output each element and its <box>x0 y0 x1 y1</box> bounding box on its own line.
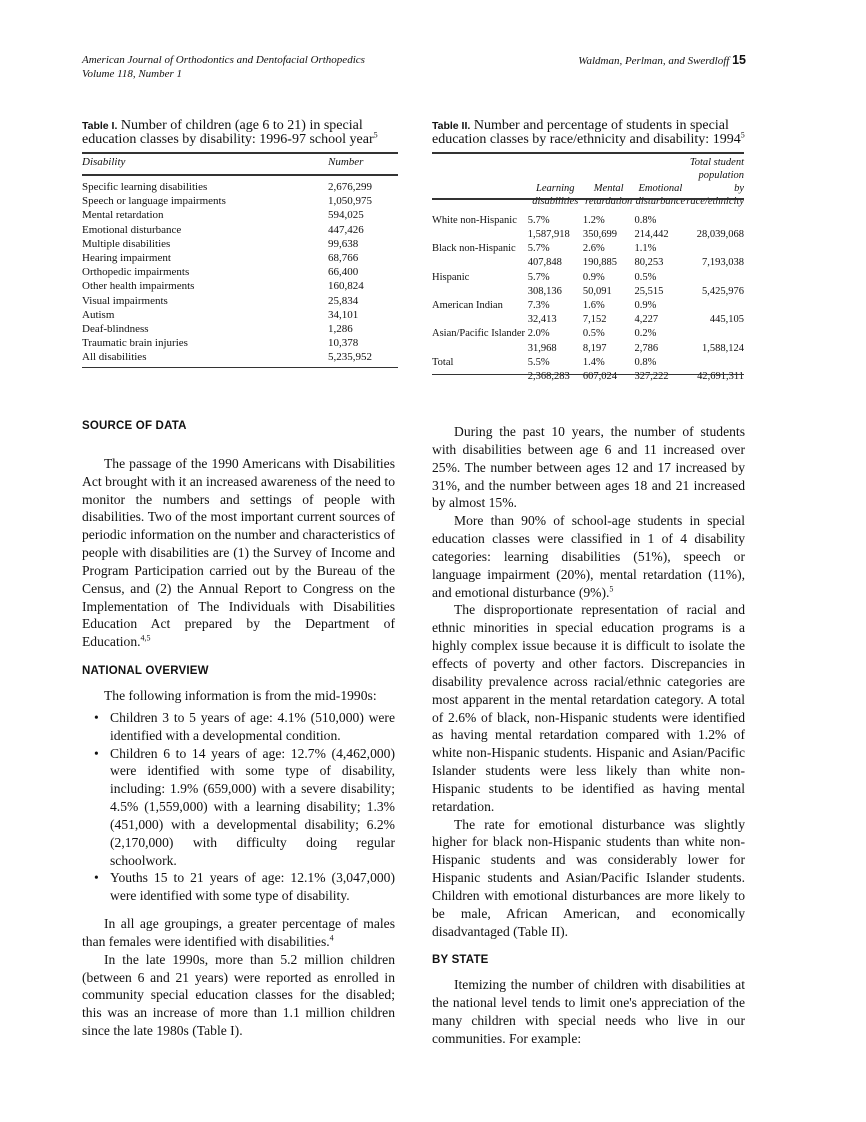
num-cell: 190,885 <box>582 257 618 269</box>
num-cell: 327,222 <box>634 371 669 383</box>
group-cell: Total <box>432 356 454 368</box>
paragraph: In all age groupings, a greater percentage of males than females were identified with disabilities. <box>82 916 395 949</box>
table2-num-row <box>432 256 744 270</box>
disability-cell: All disabilities <box>82 351 147 364</box>
num-cell: 8,197 <box>582 342 607 354</box>
total-cell: 445,105 <box>709 314 744 326</box>
paragraph: The disproportionate representation of racial and ethnic minorities in special education programs is a highly complex issue because it is difficult to isolate the effects of poverty and other factors. Discrepancies in disability prevalence across racial/ethnic categories are most apparent in the mental retardation category. A total of 2.6% of black, non-Hispanic students were identified as having mental retardation compared with 1.2% of white non-Hispanic students. Hispanic and Asian/Pacific Islander students were less likely than white non-Hispanic students to be identified as having mental retardation. <box>432 602 745 814</box>
table1-header-number: Number <box>328 156 364 168</box>
table1-row <box>82 308 398 322</box>
table2-num-row <box>432 285 744 299</box>
table1-caption-text: Number of children (age 6 to 21) in special education classes by disability: 1996-97 school year <box>82 118 374 147</box>
table2-pct-row <box>432 208 744 228</box>
table2-num-row <box>432 370 744 384</box>
group-cell: Asian/Pacific Islander <box>432 328 526 340</box>
number-cell: 160,824 <box>328 280 364 293</box>
table2-pct-row <box>432 327 744 341</box>
heading-national-overview: NATIONAL OVERVIEW <box>82 665 209 678</box>
number-cell: 447,426 <box>328 223 364 236</box>
table2-pct-row <box>432 299 744 313</box>
right-column <box>432 423 745 1048</box>
num-cell: 4,227 <box>634 314 659 326</box>
table1-top-rule <box>82 152 398 154</box>
pct-cell: 0.2% <box>634 328 657 340</box>
pct-cell: 0.5% <box>582 328 605 340</box>
pct-cell: 5.5% <box>527 356 550 368</box>
journal-title: American Journal of Orthodontics and Dentofacial Orthopedics <box>82 54 365 66</box>
table1-row <box>82 208 398 222</box>
table1-row <box>82 350 398 364</box>
table2-pct-row <box>432 271 744 285</box>
pct-cell: 7.3% <box>527 300 550 312</box>
num-cell: 80,253 <box>634 257 664 269</box>
table1-label: Table I. <box>82 120 118 132</box>
disability-cell: Orthopedic impairments <box>82 266 190 279</box>
table2-header-learning: Learning disabilities <box>532 183 579 207</box>
num-cell: 7,152 <box>582 314 607 326</box>
table1 <box>82 180 398 365</box>
disability-cell: Mental retardation <box>82 209 164 222</box>
table2-caption <box>432 119 748 147</box>
disability-cell: Deaf-blindness <box>82 323 149 336</box>
group-cell: Black non-Hispanic <box>432 243 516 255</box>
volume-info: Volume 118, Number 1 <box>82 68 183 80</box>
table2-top-rule <box>432 152 744 154</box>
group-cell: Hispanic <box>432 271 470 283</box>
table1-ref: 5 <box>373 130 378 140</box>
table2-num-row <box>432 342 744 356</box>
heading-source-of-data: SOURCE OF DATA <box>82 420 187 432</box>
table2-header-mental: Mental retardation <box>585 183 633 207</box>
group-cell: American Indian <box>432 300 503 312</box>
table1-caption <box>82 119 392 147</box>
table2-num-row <box>432 313 744 327</box>
table1-row <box>82 294 398 308</box>
total-cell: 1,588,124 <box>702 342 744 354</box>
paragraph: During the past 10 years, the number of students with disabilities between age 6 and 11 increased over 25%. The number between ages 12 and 17 increased by 31%, and the number between ages 18 and 21 increased by almost 15%. <box>432 424 745 511</box>
paragraph: More than 90% of school-age students in special education classes were classified in 1 of 4 disability categories: learning disabilities (51%), speech or language impairment (20%), mental retardation (11%), and emotional disturbance (9%). <box>432 513 745 600</box>
pct-cell: 1.6% <box>582 300 605 312</box>
table1-row <box>82 322 398 336</box>
num-cell: 1,587,918 <box>527 229 570 240</box>
paragraph: In the late 1990s, more than 5.2 million children (between 6 and 21 years) were reported as enrolled in community special education classes for the disabled; this was an increase of more than 1.1 million children since the late 1980s (Table I). <box>82 951 395 1039</box>
pct-cell: 1.4% <box>582 356 605 368</box>
disability-cell: Visual impairments <box>82 294 168 307</box>
group-cell: White non-Hispanic <box>432 214 517 226</box>
running-header-right <box>578 53 746 68</box>
num-cell: 2,368,283 <box>527 371 570 383</box>
pct-cell: 1.1% <box>634 243 657 255</box>
pct-cell: 5.7% <box>527 271 550 283</box>
left-column <box>82 418 395 1040</box>
paragraph: The rate for emotional disturbance was slightly higher for black non-Hispanic students than white non-Hispanic students and was considerably lower for Hispanic students and Asian/Pacific Islander students. Children with emotional disturbances are more likely to be male, African American, and economically disadvantaged (Table II). <box>432 816 745 939</box>
bullet-item: • Children 3 to 5 years of age: 4.1% (510,000) were identified with a developmental condition. <box>110 709 395 745</box>
table2-pct-row <box>432 242 744 256</box>
table1-row <box>82 237 398 251</box>
total-cell: 28,039,068 <box>696 229 744 240</box>
paragraph: Itemizing the number of children with disabilities at the national level tends to limit one's appreciation of the many children with special needs who live in our communities. For example: <box>432 977 745 1046</box>
citation: 4,5 <box>140 633 151 643</box>
table2-caption-text: Number and percentage of students in special education classes by race/ethnicity and disability: 1994 <box>432 118 741 147</box>
number-cell: 2,676,299 <box>328 181 372 193</box>
table2 <box>432 156 744 384</box>
pct-cell: 2.0% <box>527 328 550 340</box>
num-cell: 2,786 <box>634 342 659 354</box>
num-cell: 32,413 <box>527 314 557 326</box>
pct-cell: 1.2% <box>582 214 605 226</box>
citation: 5 <box>609 584 614 594</box>
pct-cell: 0.8% <box>634 356 657 368</box>
pct-cell: 0.9% <box>634 300 657 312</box>
table1-row <box>82 336 398 350</box>
bullet-list <box>82 709 395 905</box>
table2-header-total: Total student population by race/ethnicity <box>686 157 745 207</box>
pct-cell: 0.5% <box>634 271 657 283</box>
pct-cell: 5.7% <box>527 243 550 255</box>
num-cell: 308,136 <box>527 285 562 297</box>
number-cell: 25,834 <box>328 294 359 307</box>
table1-header-disability: Disability <box>82 156 126 168</box>
table1-header-rule <box>82 174 398 176</box>
table2-header-rule <box>432 198 744 200</box>
disability-cell: Traumatic brain injuries <box>82 337 188 350</box>
authors: Waldman, Perlman, and Swerdloff <box>578 55 730 67</box>
number-cell: 594,025 <box>328 209 364 222</box>
num-cell: 31,968 <box>527 342 557 354</box>
table1-row <box>82 194 398 208</box>
page-number: 15 <box>732 53 746 67</box>
table2-label: Table II. <box>432 120 471 132</box>
paragraph: The following information is from the mid-1990s: <box>104 687 377 703</box>
pct-cell: 0.9% <box>582 271 605 283</box>
running-header-left <box>82 53 365 81</box>
table2-num-row <box>432 228 744 242</box>
table2-bottom-rule <box>432 374 744 375</box>
table1-row <box>82 251 398 265</box>
disability-cell: Hearing impairment <box>82 252 171 265</box>
disability-cell: Other health impairments <box>82 280 195 293</box>
total-cell: 7,193,038 <box>702 257 744 269</box>
num-cell: 25,515 <box>634 285 664 297</box>
table1-row <box>82 223 398 237</box>
bullet-item: • Children 6 to 14 years of age: 12.7% (4,462,000) were identified with some type of disability, including: 1.9% (659,000) with a severe disability; 4.5% (1,559,000) with a learning disability; 1.3% (451,000) with a developmental disability; 6.2% (2,170,000) with difficulty doing regular schoolwork. <box>110 745 395 870</box>
num-cell: 407,848 <box>527 257 562 269</box>
number-cell: 34,101 <box>328 308 359 321</box>
number-cell: 1,050,975 <box>328 195 372 208</box>
total-cell: 42,691,311 <box>697 371 744 383</box>
heading-by-state: BY STATE <box>432 954 489 967</box>
disability-cell: Multiple disabilities <box>82 237 171 250</box>
table2-pct-row <box>432 356 744 370</box>
num-cell: 214,442 <box>634 229 669 240</box>
table2-ref: 5 <box>740 130 745 140</box>
table1-header <box>82 156 398 168</box>
table1-row <box>82 180 398 194</box>
pct-cell: 5.7% <box>527 214 550 226</box>
number-cell: 10,378 <box>328 337 359 350</box>
number-cell: 5,235,952 <box>328 351 372 364</box>
table1-row <box>82 279 398 293</box>
disability-cell: Autism <box>82 308 115 321</box>
num-cell: 50,091 <box>582 285 612 297</box>
table2-header-emotional: Emotional disturbance <box>635 183 686 207</box>
table1-row <box>82 265 398 279</box>
number-cell: 66,400 <box>328 266 359 279</box>
number-cell: 1,286 <box>328 323 353 336</box>
number-cell: 68,766 <box>328 252 359 265</box>
bullet-item: • Youths 15 to 21 years of age: 12.1% (3,047,000) were identified with some type of disability. <box>110 869 395 905</box>
disability-cell: Emotional disturbance <box>82 223 182 236</box>
disability-cell: Specific learning disabilities <box>82 181 208 193</box>
disability-cell: Speech or language impairments <box>82 195 226 208</box>
table1-bottom-rule <box>82 367 398 368</box>
number-cell: 99,638 <box>328 237 359 250</box>
num-cell: 350,699 <box>582 229 618 240</box>
citation: 4 <box>329 933 334 943</box>
paragraph: The passage of the 1990 Americans with Disabilities Act brought with it an increased awareness of the need to monitor the numbers and settings of people with disabilities. Two of the most important current sources of periodic information on the number and characteristics of people with disabilities are (1) the Survey of Income and Program Participation carried out by the Bureau of the Census, and (2) the Annual Report to Congress on the Implementation of The Individuals with Disabilities Education Act prepared by the Department of Education. <box>82 455 395 650</box>
num-cell: 607,024 <box>582 371 618 383</box>
pct-cell: 2.6% <box>582 243 605 255</box>
pct-cell: 0.8% <box>634 214 657 226</box>
total-cell: 5,425,976 <box>702 285 744 297</box>
